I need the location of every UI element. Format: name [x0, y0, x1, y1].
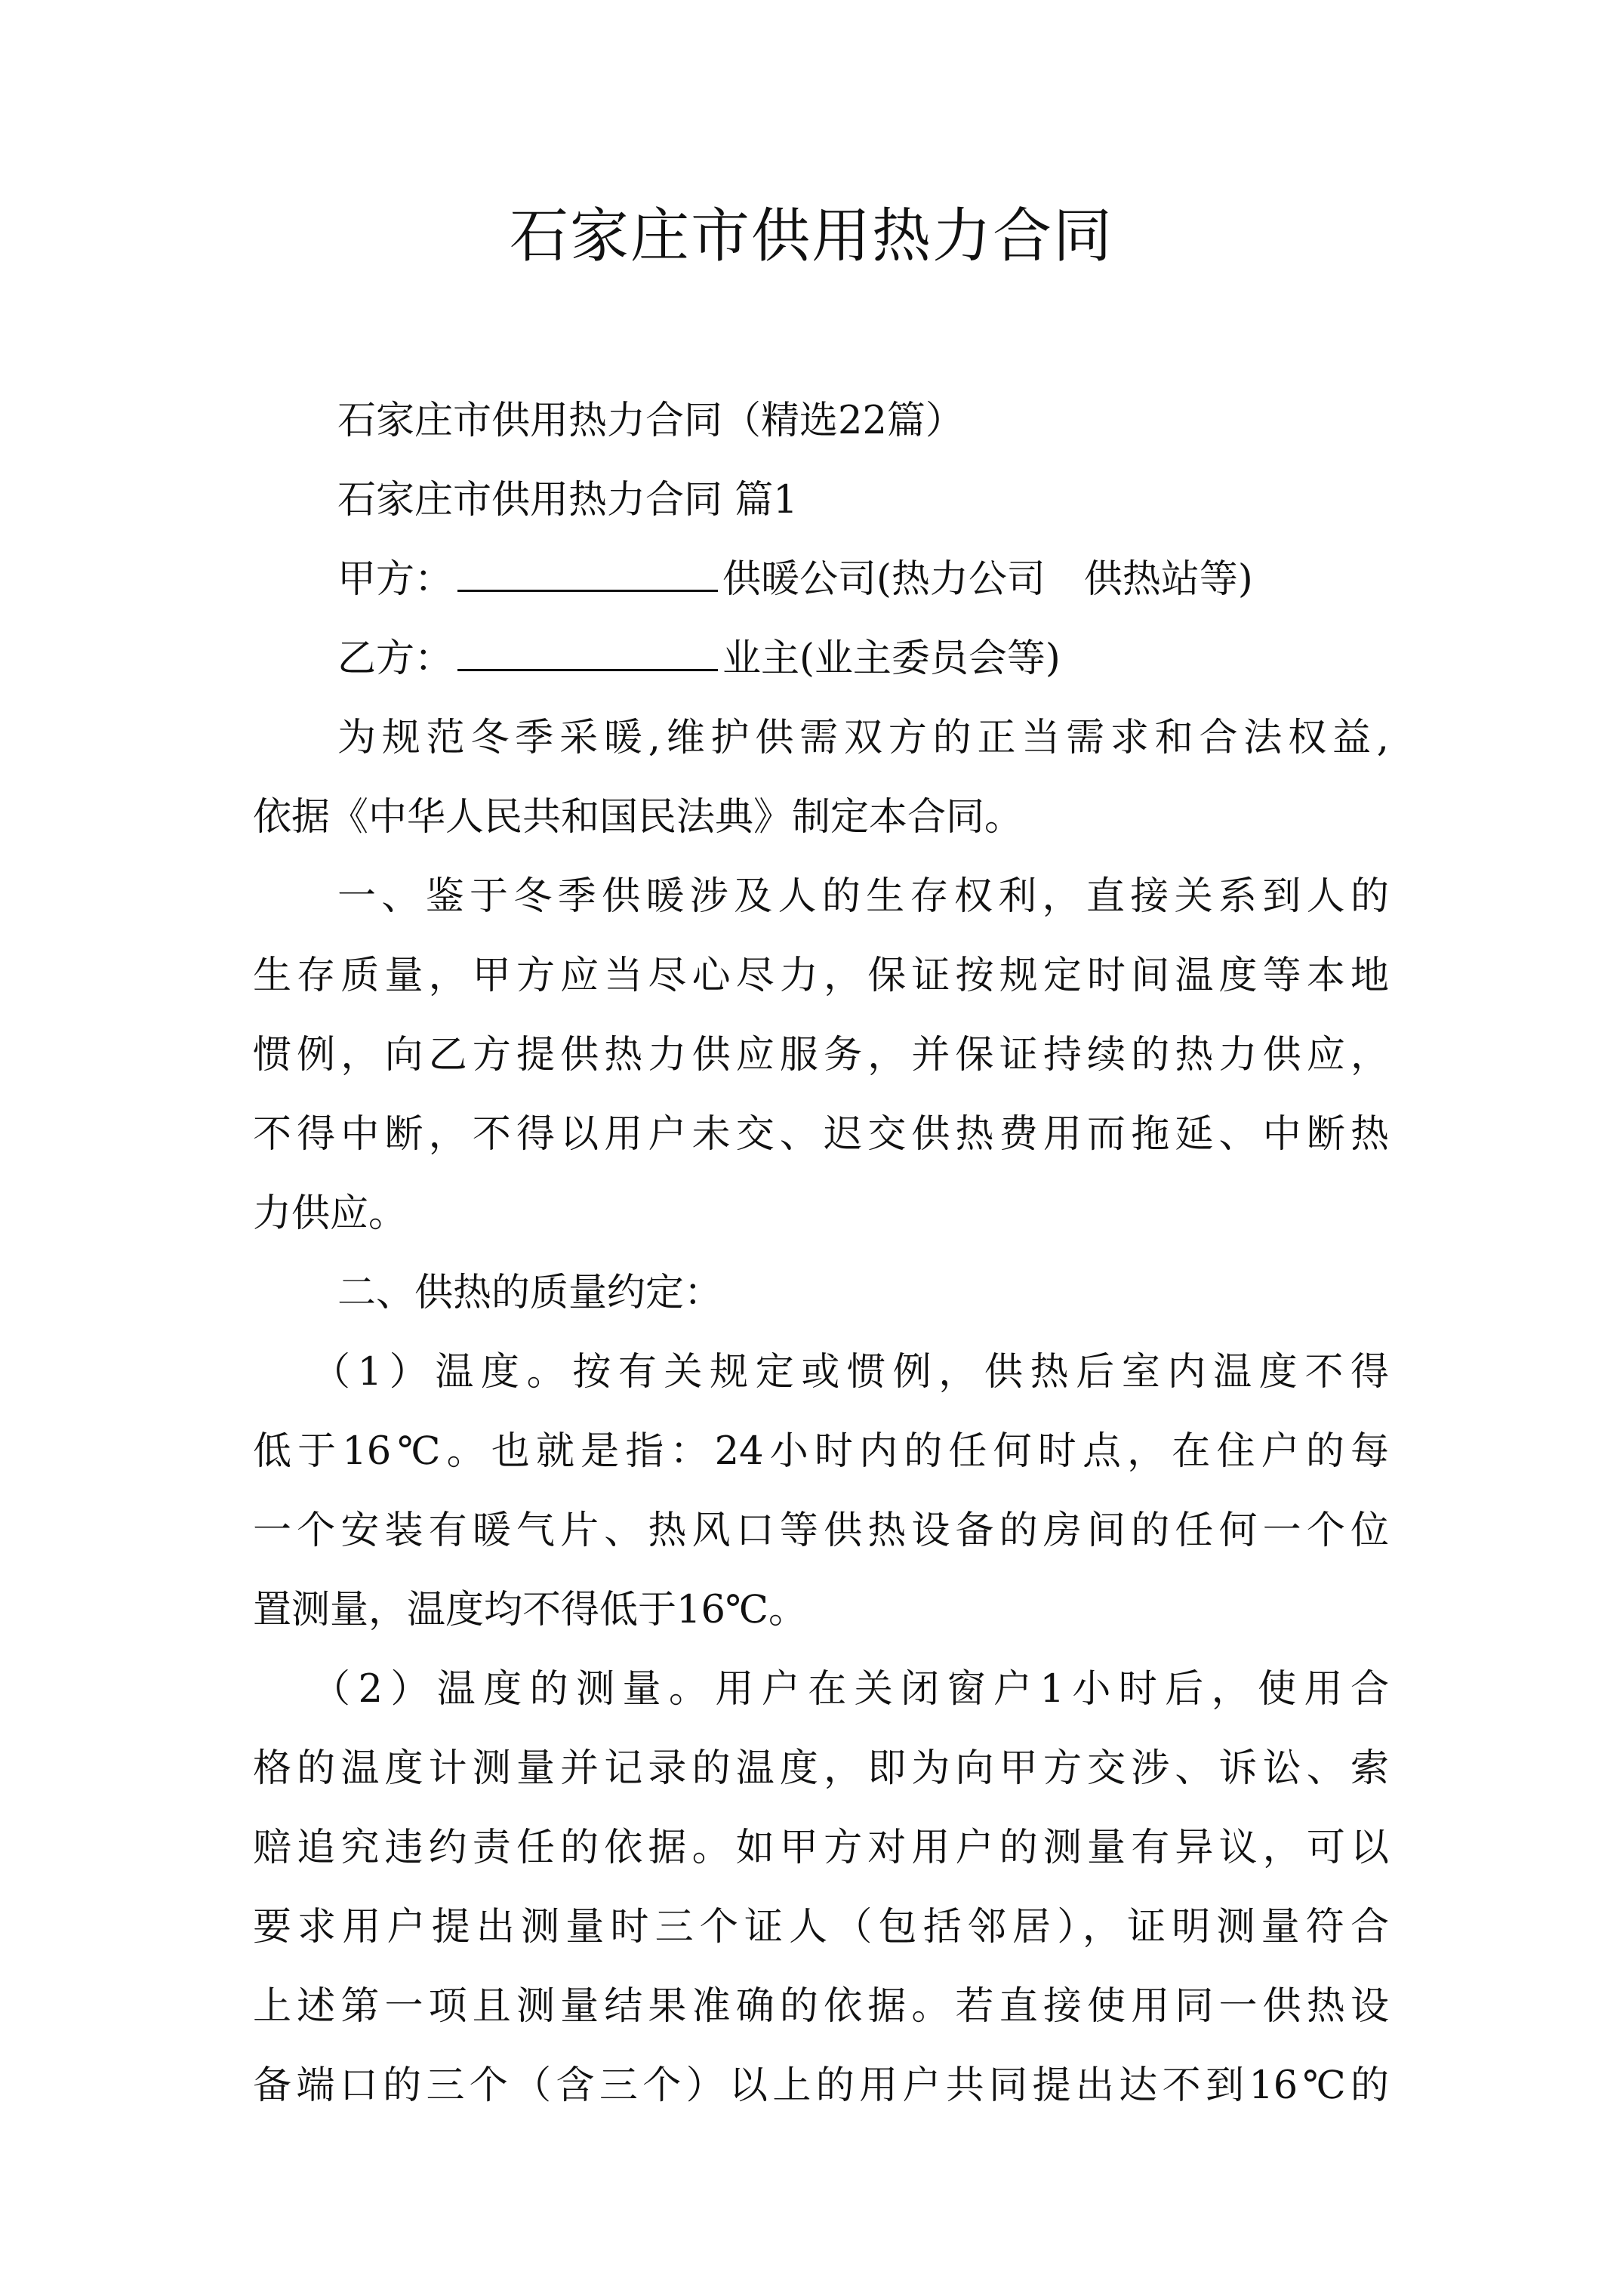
clause1-line: 不得中断，不得以用户未交、迟交供热费用而拖延、中断热 [253, 1112, 1389, 1157]
clause1-line: 力供应。 [253, 1191, 408, 1236]
intro-line: 依据《中华人民共和国民法典》制定本合同。 [253, 795, 1024, 840]
party-a-blank [457, 546, 718, 592]
item2-line: （2）温度的测量。用户在关闭窗户1小时后，使用合 [312, 1667, 1389, 1712]
party-b-blank [457, 625, 718, 671]
chapter-heading: 石家庄市供用热力合同 篇1 [337, 478, 798, 522]
item1-line: 低于16℃。也就是指：24小时内的任何时点，在住户的每 [253, 1429, 1389, 1474]
document-body [253, 381, 1389, 2125]
item1-line: 一个安装有暖气片、热风口等供热设备的房间的任何一个位 [253, 1509, 1389, 1553]
item2-line: 赔追究违约责任的依据。如甲方对用户的测量有异议，可以 [253, 1826, 1389, 1870]
item2-line: 格的温度计测量并记录的温度，即为向甲方交涉、诉讼、索 [253, 1746, 1389, 1791]
item2-line: 要求用户提出测量时三个证人（包括邻居），证明测量符合 [253, 1905, 1389, 1949]
party-b-suffix: 业主(业主委员会等) [722, 636, 1061, 681]
intro-line: 为规范冬季采暖,维护供需双方的正当需求和合法权益, [337, 716, 1389, 760]
clause1-line: 一、鉴于冬季供暖涉及人的生存权利，直接关系到人的 [337, 874, 1389, 919]
clause1-line: 生存质量，甲方应当尽心尽力，保证按规定时间温度等本地 [253, 954, 1389, 998]
party-a-line [253, 540, 1389, 619]
clause1-line: 惯例，向乙方提供热力供应服务，并保证持续的热力供应， [253, 1033, 1389, 1077]
item1-line: 置测量，温度均不得低于16℃。 [253, 1588, 807, 1632]
item1-line: （1）温度。按有关规定或惯例，供热后室内温度不得 [312, 1350, 1389, 1395]
clause2-heading: 二、供热的质量约定： [337, 1271, 723, 1315]
party-b-line [253, 619, 1389, 698]
document-title: 石家庄市供用热力合同 [509, 202, 1113, 270]
party-b-label: 乙方： [337, 636, 454, 681]
subtitle-line: 石家庄市供用热力合同（精选22篇） [337, 399, 964, 443]
item2-line: 备端口的三个（含三个）以上的用户共同提出达不到16℃的 [253, 2063, 1389, 2108]
item2-line: 上述第一项且测量结果准确的依据。若直接使用同一供热设 [253, 1984, 1389, 2029]
party-a-label: 甲方： [337, 557, 454, 602]
party-a-suffix: 供暖公司(热力公司 供热站等) [722, 557, 1253, 602]
